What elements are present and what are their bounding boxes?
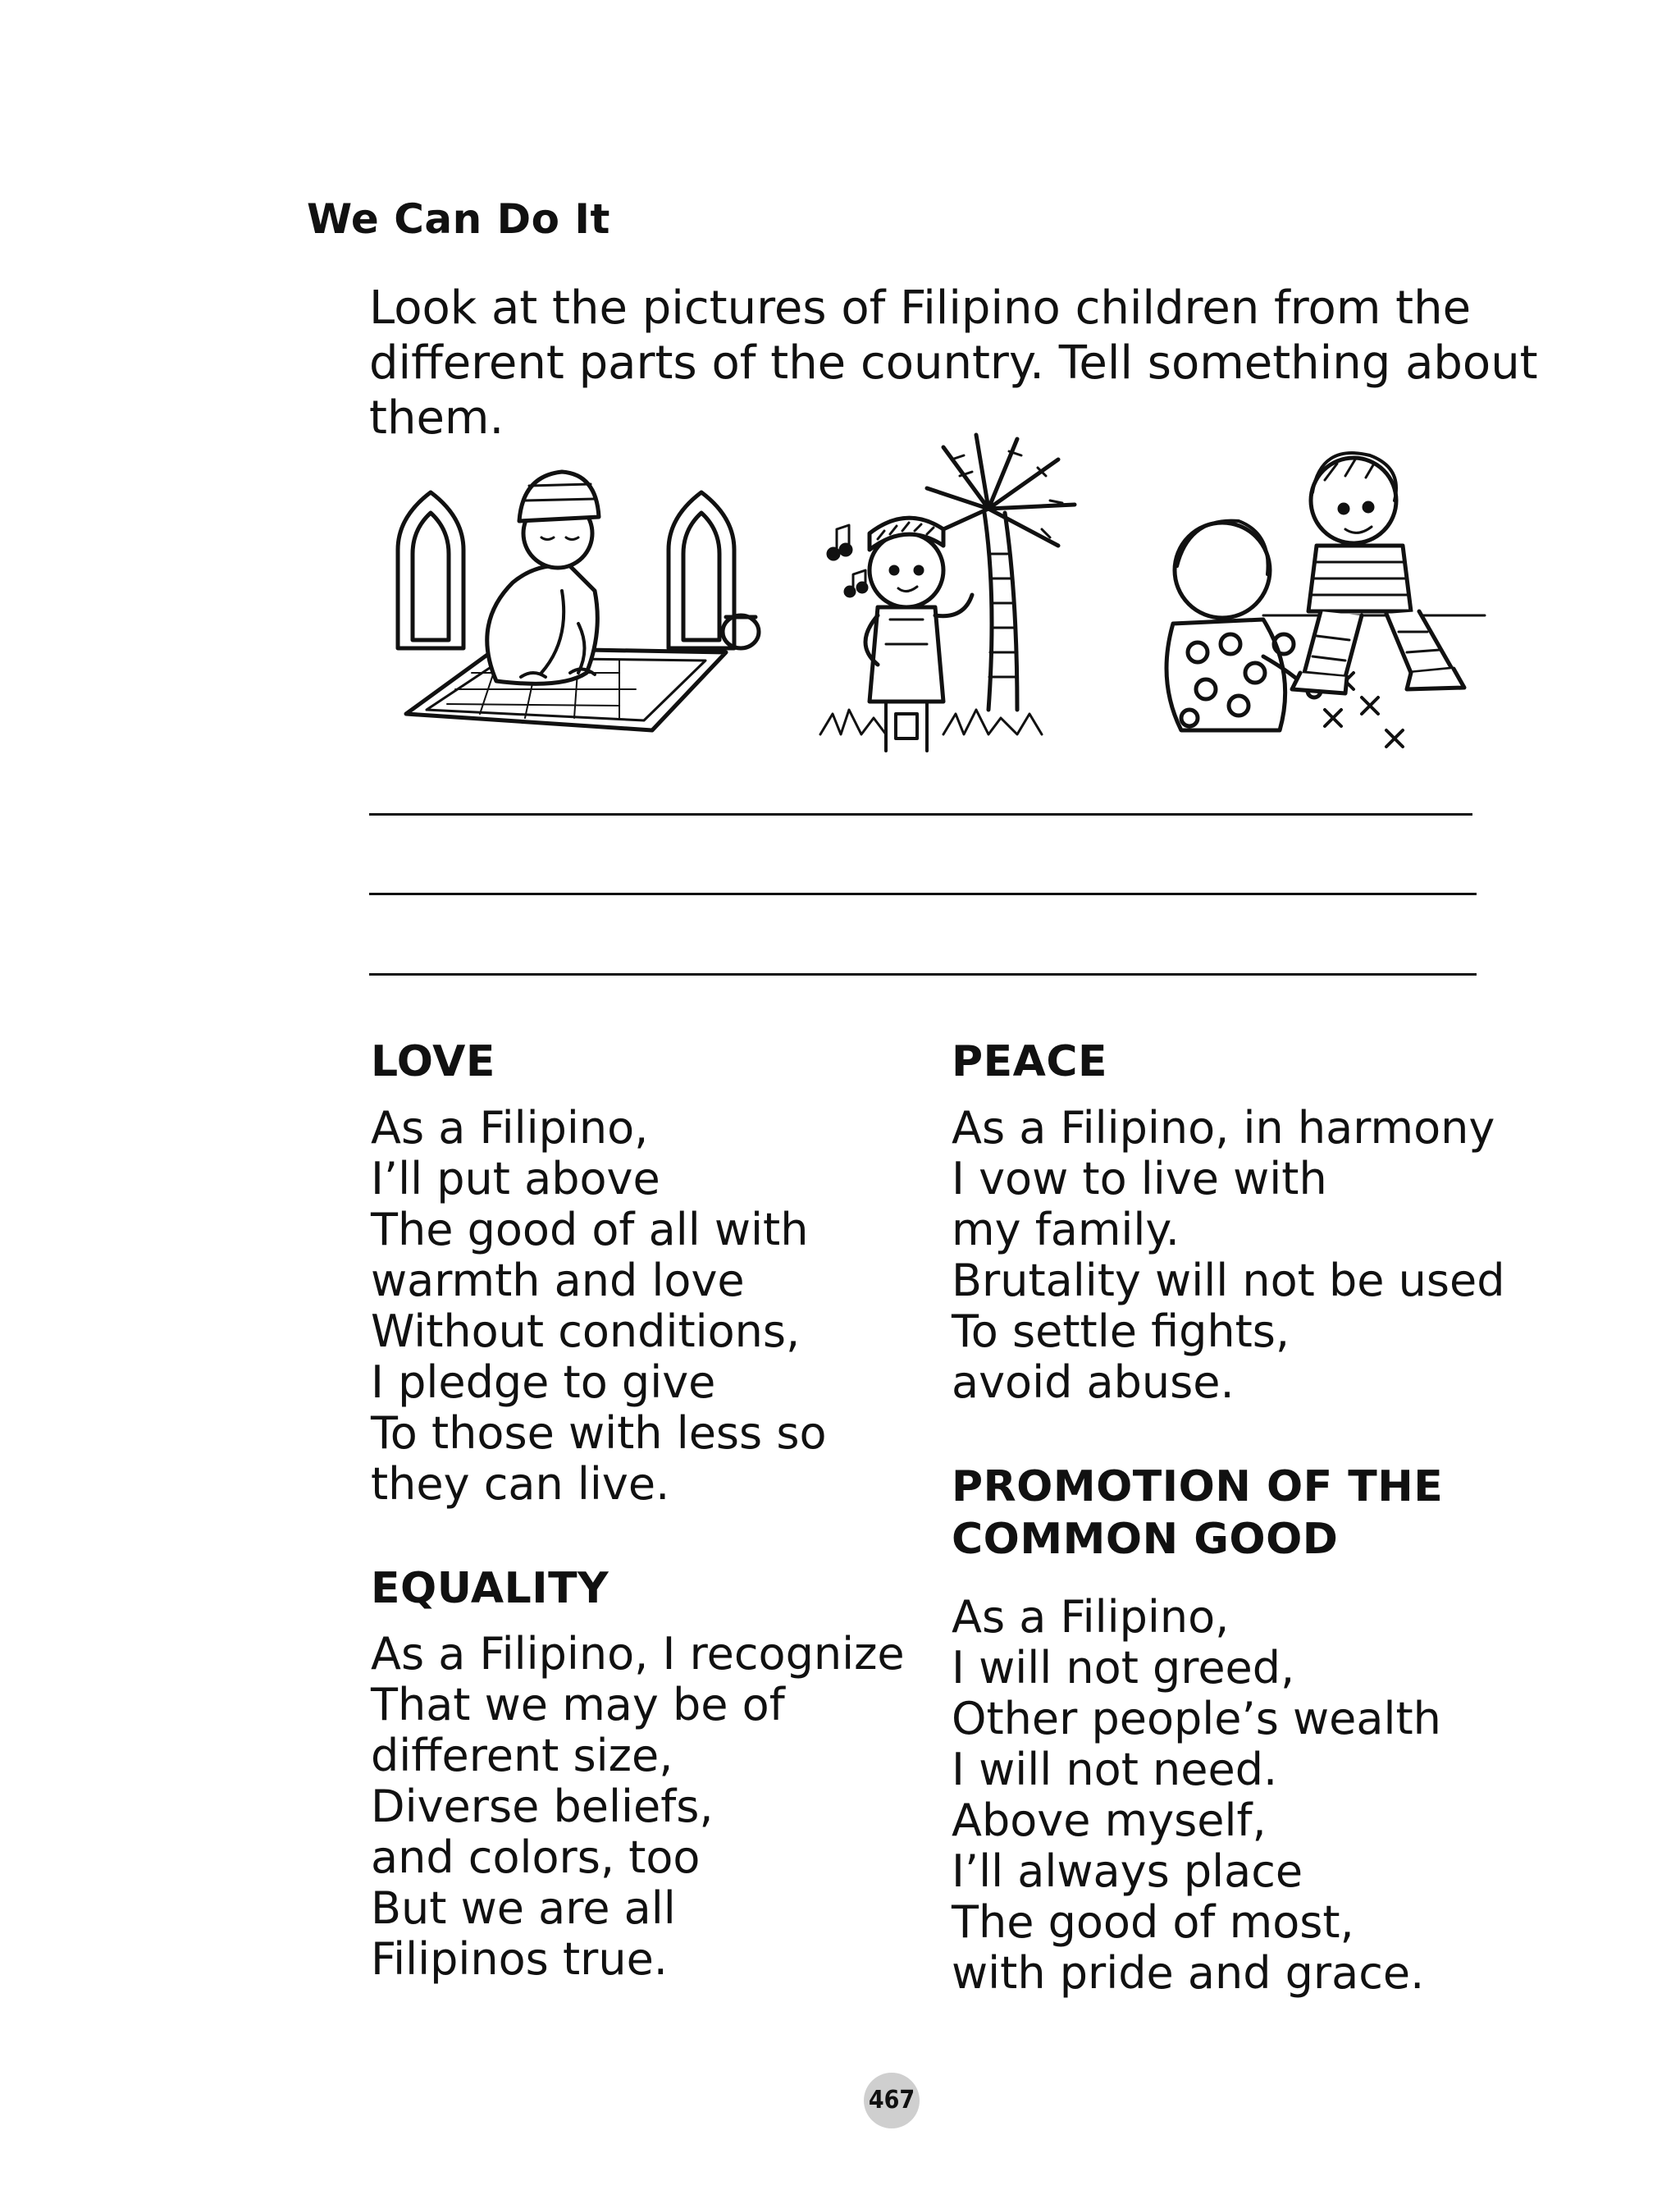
poem-line: I’ll always place	[952, 1845, 1303, 1897]
poem-line: Filipinos true.	[371, 1933, 668, 1985]
poem-line: To those with less so	[371, 1407, 827, 1459]
page-number: 467	[864, 2073, 920, 2128]
poem-line: I’ll put above	[371, 1153, 660, 1205]
section-title: We Can Do It	[307, 195, 610, 243]
poem-line: my family.	[952, 1204, 1180, 1255]
poem-peace	[952, 1103, 1505, 1408]
poem-line: I will not need.	[952, 1744, 1278, 1795]
poem-line: I will not greed,	[952, 1642, 1295, 1694]
poem-line: As a Filipino,	[952, 1591, 1230, 1643]
poem-line: That we may be of	[371, 1679, 785, 1731]
poem-line: As a Filipino,	[371, 1102, 649, 1154]
poem-line: As a Filipino, in harmony	[952, 1102, 1495, 1154]
poem-line: warmth and love	[371, 1255, 745, 1306]
poem-line: with pride and grace.	[952, 1947, 1425, 1999]
poem-line: Diverse beliefs,	[371, 1781, 714, 1832]
instructions	[369, 281, 1538, 446]
poem-line: As a Filipino, I recognize	[371, 1628, 905, 1680]
poem-heading-common-good: PROMOTION OF THE COMMON GOOD	[952, 1462, 1444, 1564]
instruction-line: them.	[369, 391, 504, 445]
poem-line: and colors, too	[371, 1831, 701, 1883]
poem-equality	[371, 1629, 905, 1985]
instruction-line: different parts of the country. Tell something about	[369, 336, 1538, 390]
poem-line: I vow to live with	[952, 1153, 1327, 1205]
poem-line: The good of most,	[952, 1896, 1354, 1948]
poem-line: avoid abuse.	[952, 1356, 1235, 1408]
answer-line[interactable]	[369, 813, 1472, 816]
poem-line: But we are all	[371, 1882, 676, 1934]
boy-with-palm-tree-illustration	[820, 431, 1091, 775]
children-playing-illustration	[1140, 427, 1485, 771]
answer-line[interactable]	[369, 893, 1477, 895]
poem-line: they can live.	[371, 1458, 670, 1510]
poem-line: Other people’s wealth	[952, 1693, 1441, 1744]
poem-line: To settle fights,	[952, 1305, 1290, 1357]
poem-common-good	[952, 1592, 1441, 1999]
poem-line: I pledge to give	[371, 1356, 716, 1408]
poem-line: different size,	[371, 1730, 673, 1781]
poem-line: Without conditions,	[371, 1305, 801, 1357]
poem-line: Above myself,	[952, 1795, 1267, 1846]
poem-heading-peace: PEACE	[952, 1037, 1108, 1086]
praying-boy-on-mat-illustration	[373, 427, 767, 771]
answer-line[interactable]	[369, 973, 1477, 976]
poem-love	[371, 1103, 827, 1510]
poem-line: Brutality will not be used	[952, 1255, 1505, 1306]
poem-heading-love: LOVE	[371, 1037, 495, 1086]
poem-heading-equality: EQUALITY	[371, 1564, 609, 1613]
poem-line: The good of all with	[371, 1204, 809, 1255]
instruction-line: Look at the pictures of Filipino children from the	[369, 281, 1472, 335]
